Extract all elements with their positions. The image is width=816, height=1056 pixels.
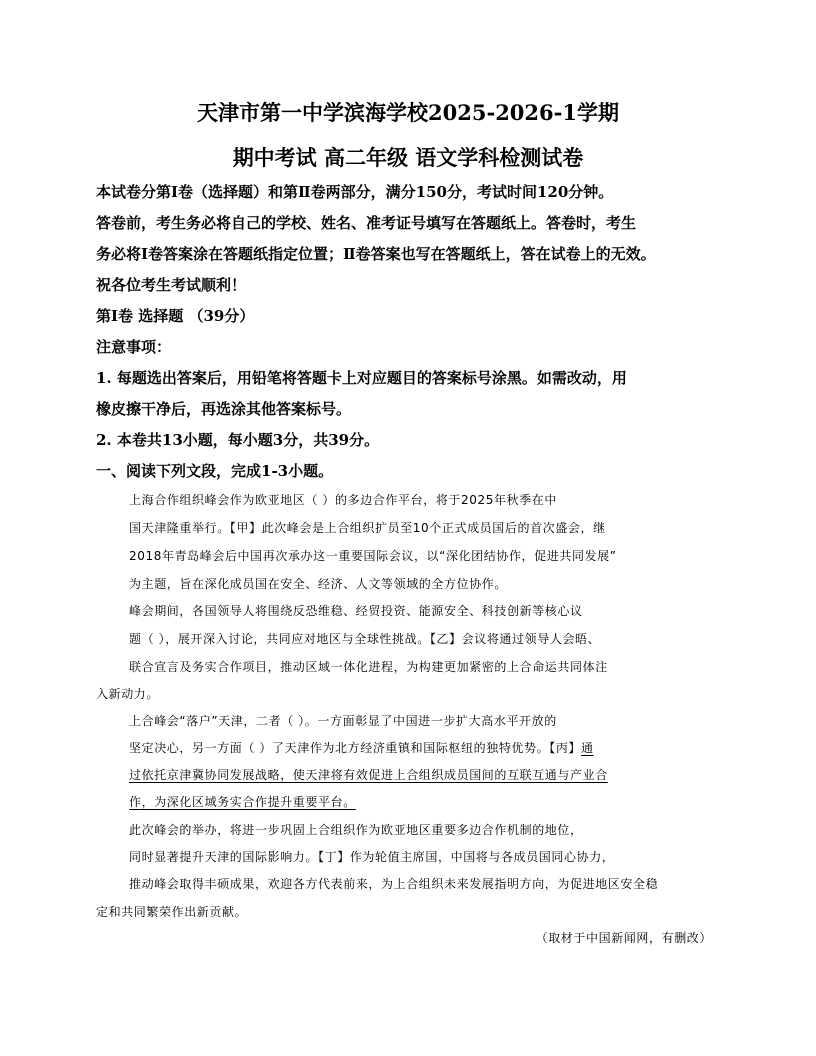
passage-line: 上合峰会“落户”天津，二者（ ）。一方面彰显了中国进一步扩大高水平开放的 (129, 714, 557, 728)
bing-underlined-line: 作，为深化区域务实合作提升重要平台。 (129, 795, 356, 809)
intro-line-2: 答卷前，考生务必将自己的学校、姓名、准考证号填写在答题纸上。答卷时，考生 (96, 214, 637, 232)
bing-label: 【丙】 (549, 741, 582, 755)
exam-title-line2: 期中考试 高二年级 语文学科检测试卷 (232, 145, 584, 170)
passage-line: 上海合作组织峰会作为欧亚地区（ ）的多边合作平台，将于2025年秋季在中 (129, 493, 557, 507)
passage-line: 2018年青岛峰会后中国再次承办这一重要国际会议，以“深化团结协作，促进共同发展” (129, 549, 617, 563)
passage-line: 题（ ），展开深入讨论，共同应对地区与全球性挑战。【乙】会议将通过领导人会晤、 (129, 632, 601, 646)
passage-line-bing (129, 739, 594, 756)
bing-underlined-start: 通 (581, 741, 594, 755)
passage-line: 推动峰会取得丰硕成果，欢迎各方代表前来，为上合组织未来发展指明方向，为促进地区安全稳 (129, 877, 659, 891)
question-heading: 一、阅读下列文段，完成1-3小题。 (96, 462, 334, 480)
passage-line: 联合宣言及务实合作项目，推动区域一体化进程，为构建更加紧密的上合命运共同体注 (129, 660, 608, 674)
passage-line: 国天津隆重举行。【甲】此次峰会是上合组织扩员至10个正式成员国后的首次盛会，继 (129, 521, 606, 535)
note-line-3: 2. 本卷共13小题，每小题3分，共39分。 (96, 431, 380, 449)
note-line-2: 橡皮擦干净后，再选涂其他答案标号。 (96, 400, 352, 418)
passage-line: 同时显著提升天津的国际影响力。【丁】作为轮值主席国，中国将与各成员国同心协力， (129, 850, 615, 864)
bing-underlined-line: 过依托京津冀协同发展战略，使天津将有效促进上合组织成员国间的互联互通与产业合 (129, 768, 608, 782)
note-line-1: 1. 每题选出答案后，用铅笔将答题卡上对应题目的答案标号涂黑。如需改动，用 (96, 369, 627, 387)
passage-line: 入新动力。 (96, 687, 160, 701)
exam-title-line1: 天津市第一中学滨海学校2025-2026-1学期 (197, 100, 619, 125)
section-heading: 第Ⅰ卷 选择题 （39分） (96, 307, 255, 325)
intro-line-1: 本试卷分第Ⅰ卷（选择题）和第Ⅱ卷两部分，满分150分，考试时间120分钟。 (96, 183, 614, 201)
source-citation: （取材于中国新闻网，有删改） (535, 931, 712, 945)
notes-title: 注意事项： (96, 338, 172, 356)
intro-line-3: 务必将Ⅰ卷答案涂在答题纸指定位置；Ⅱ卷答案也写在答题纸上，答在试卷上的无效。 (96, 245, 656, 263)
passage-text: 坚定决心，另一方面（ ）了天津作为北方经济重镇和国际枢纽的独特优势。 (129, 741, 550, 755)
passage-line: 此次峰会的举办，将进一步巩固上合组织作为欧亚地区重要多边合作机制的地位， (129, 823, 583, 837)
passage-line: 为主题，旨在深化成员国在安全、经济、人文等领域的全方位协作。 (129, 577, 508, 591)
intro-line-4: 祝各位考生考试顺利！ (96, 276, 247, 294)
passage-line: 定和共同繁荣作出新贡献。 (96, 905, 248, 919)
passage-line: 峰会期间，各国领导人将围绕反恐维稳、经贸投资、能源安全、科技创新等核心议 (129, 604, 583, 618)
